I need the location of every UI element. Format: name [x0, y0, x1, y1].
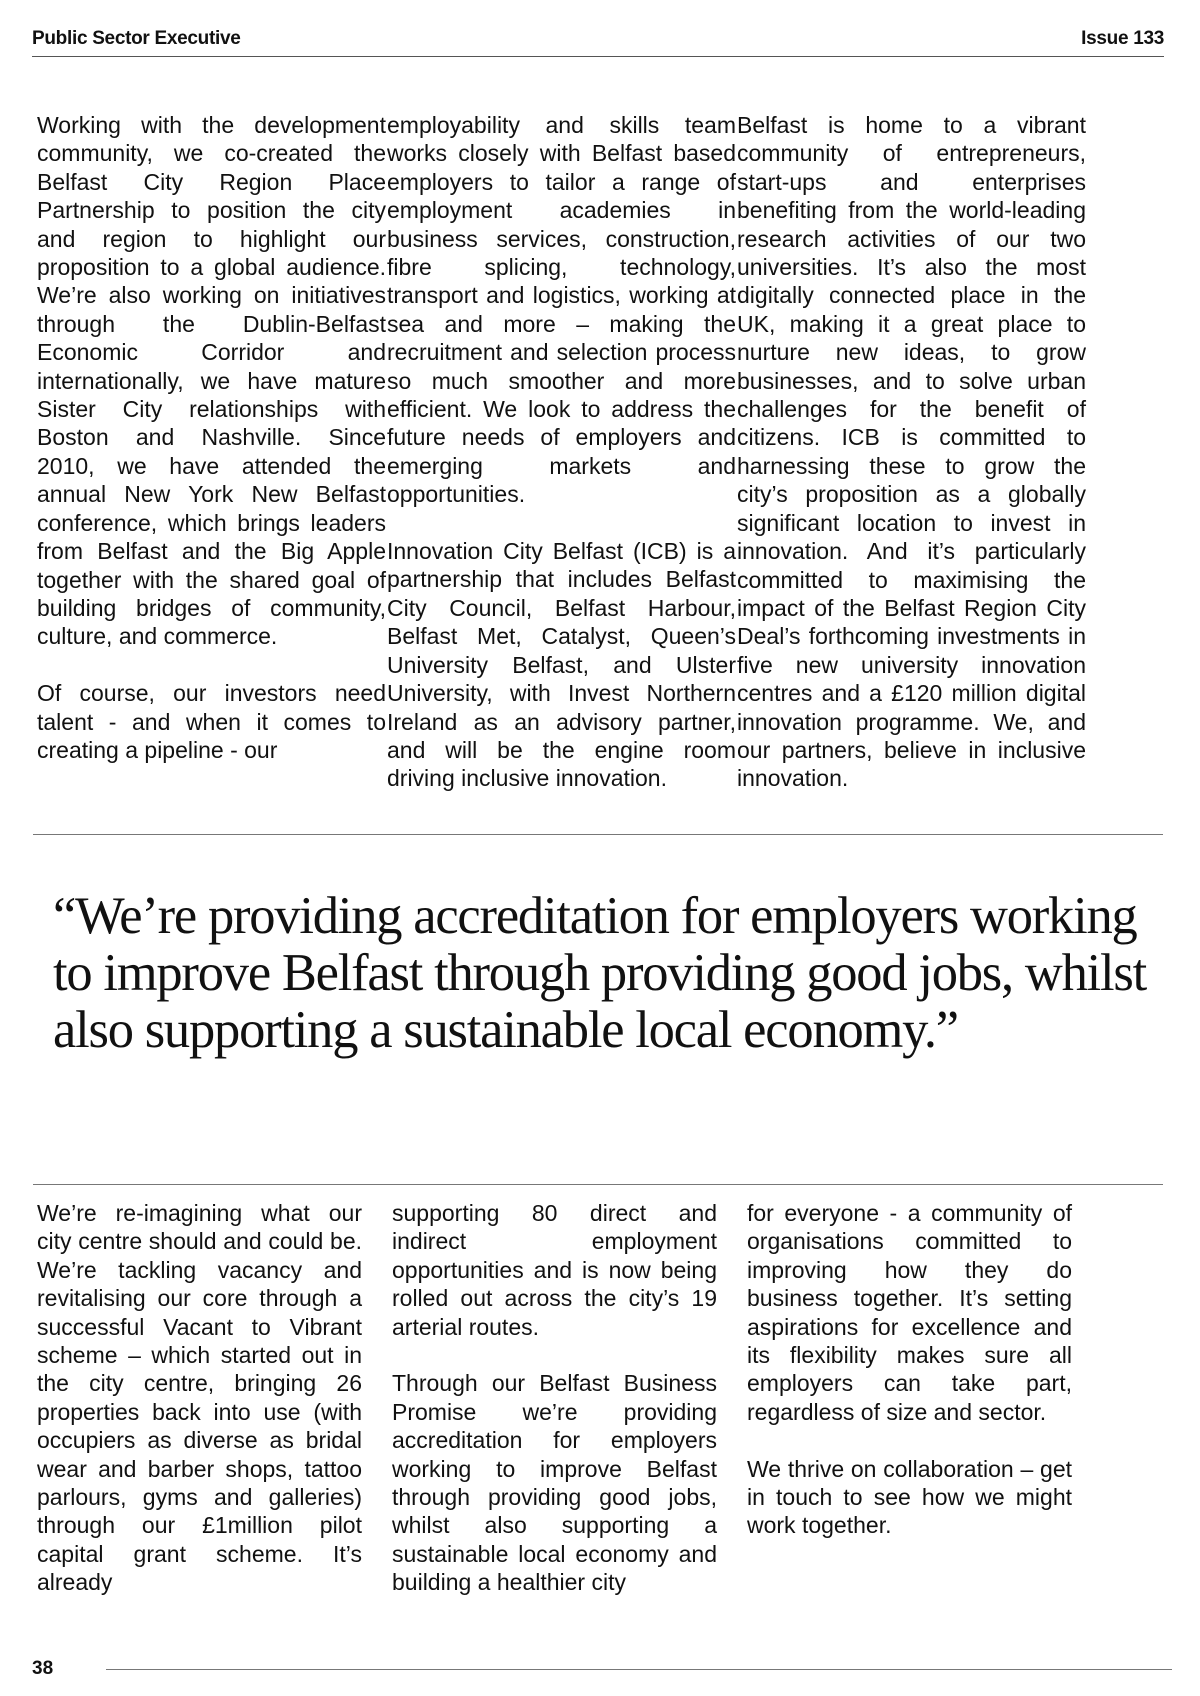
paragraph: employability and skills team works closely with Belfast based employers to tailor a range of employment academies in business services, construction, fibre splicing, technology, transport and logistics, working at sea and more – making the recruitment and selection process so much smoother and more efficient. We look to address the future needs of employers and emerging markets and opportunities. — [387, 112, 736, 508]
paragraph: Through our Belfast Business Promise we’re providing accreditation for employers working to improve Belfast through providing good jobs, whilst also supporting a sustainable local economy and building a healthier city — [392, 1370, 717, 1596]
top-column-3 — [737, 111, 1086, 793]
divider-top — [33, 834, 1163, 835]
bottom-column-3 — [747, 1199, 1072, 1540]
paragraph: We thrive on collaboration – get in touch to see how we might work together. — [747, 1455, 1072, 1539]
bottom-column-2 — [392, 1199, 717, 1597]
top-column-1 — [37, 111, 386, 764]
publication-name: Public Sector Executive — [32, 28, 241, 49]
page-footer — [32, 1658, 1172, 1680]
divider-bottom — [33, 1184, 1163, 1185]
page-number: 38 — [32, 1658, 54, 1679]
paragraph: Working with the development community, we co-created the Belfast City Region Place Partnership to position the city and region to highlight our proposition to a global audience. We’re also working on initiatives through the Dublin-Belfast Economic Corridor and internationally, we have mature Sister City relationships with Boston and Nashville. Since 2010, we have attended the annual New York New Belfast conference, which brings leaders from Belfast and the Big Apple together with the shared goal of building bridges of community, culture, and commerce. — [37, 112, 386, 650]
paragraph: Innovation City Belfast (ICB) is a partnership that includes Belfast City Council, Belfast Harbour, Belfast Met, Catalyst, Queen’s University Belfast, and Ulster University, with Invest Northern Ireland as an advisory partner, and will be the engine room driving inclusive innovation. — [387, 538, 736, 792]
paragraph: for everyone - a community of organisations committed to improving how they do business together. It’s setting aspirations for excellence and its flexibility makes sure all employers can take part, regardless of size and sector. — [747, 1200, 1072, 1425]
paragraph: supporting 80 direct and indirect employment opportunities and is now being rolled out across the city’s 19 arterial routes. — [392, 1200, 717, 1340]
top-column-2 — [387, 111, 736, 793]
paragraph: Belfast is home to a vibrant community of entrepreneurs, start-ups and enterprises benefiting from the world-leading research activities of our two universities. It’s also the most digitally connected place in the UK, making it a great place to nurture new ideas, to grow businesses, and to solve urban challenges for the benefit of citizens. ICB is committed to harnessing these to grow the city’s proposition as a globally significant location to invest in innovation. And it’s particularly committed to maximising the impact of the Belfast Region City Deal’s forthcoming investments in five new university innovation centres and a £120 million digital innovation programme. We, and our partners, believe in inclusive innovation. — [737, 112, 1086, 792]
footer-rule — [106, 1669, 1172, 1670]
paragraph: We’re re-imagining what our city centre should and could be. We’re tackling vacancy and revitalising our core through a successful Vacant to Vibrant scheme – which started out in the city centre, bringing 26 properties back into use (with occupiers as diverse as bridal wear and barber shops, tattoo parlours, gyms and galleries) through our £1million pilot capital grant scheme. It’s already — [37, 1200, 362, 1596]
pull-quote: “We’re providing accreditation for employers working to improve Belfast through providing good jobs, whilst also supporting a sustainable local economy.” — [53, 887, 1147, 1059]
page-header — [32, 28, 1164, 57]
paragraph: Of course, our investors need talent - and when it comes to creating a pipeline - our — [37, 680, 386, 763]
issue-number: Issue 133 — [1081, 28, 1164, 49]
bottom-column-1 — [37, 1199, 362, 1597]
